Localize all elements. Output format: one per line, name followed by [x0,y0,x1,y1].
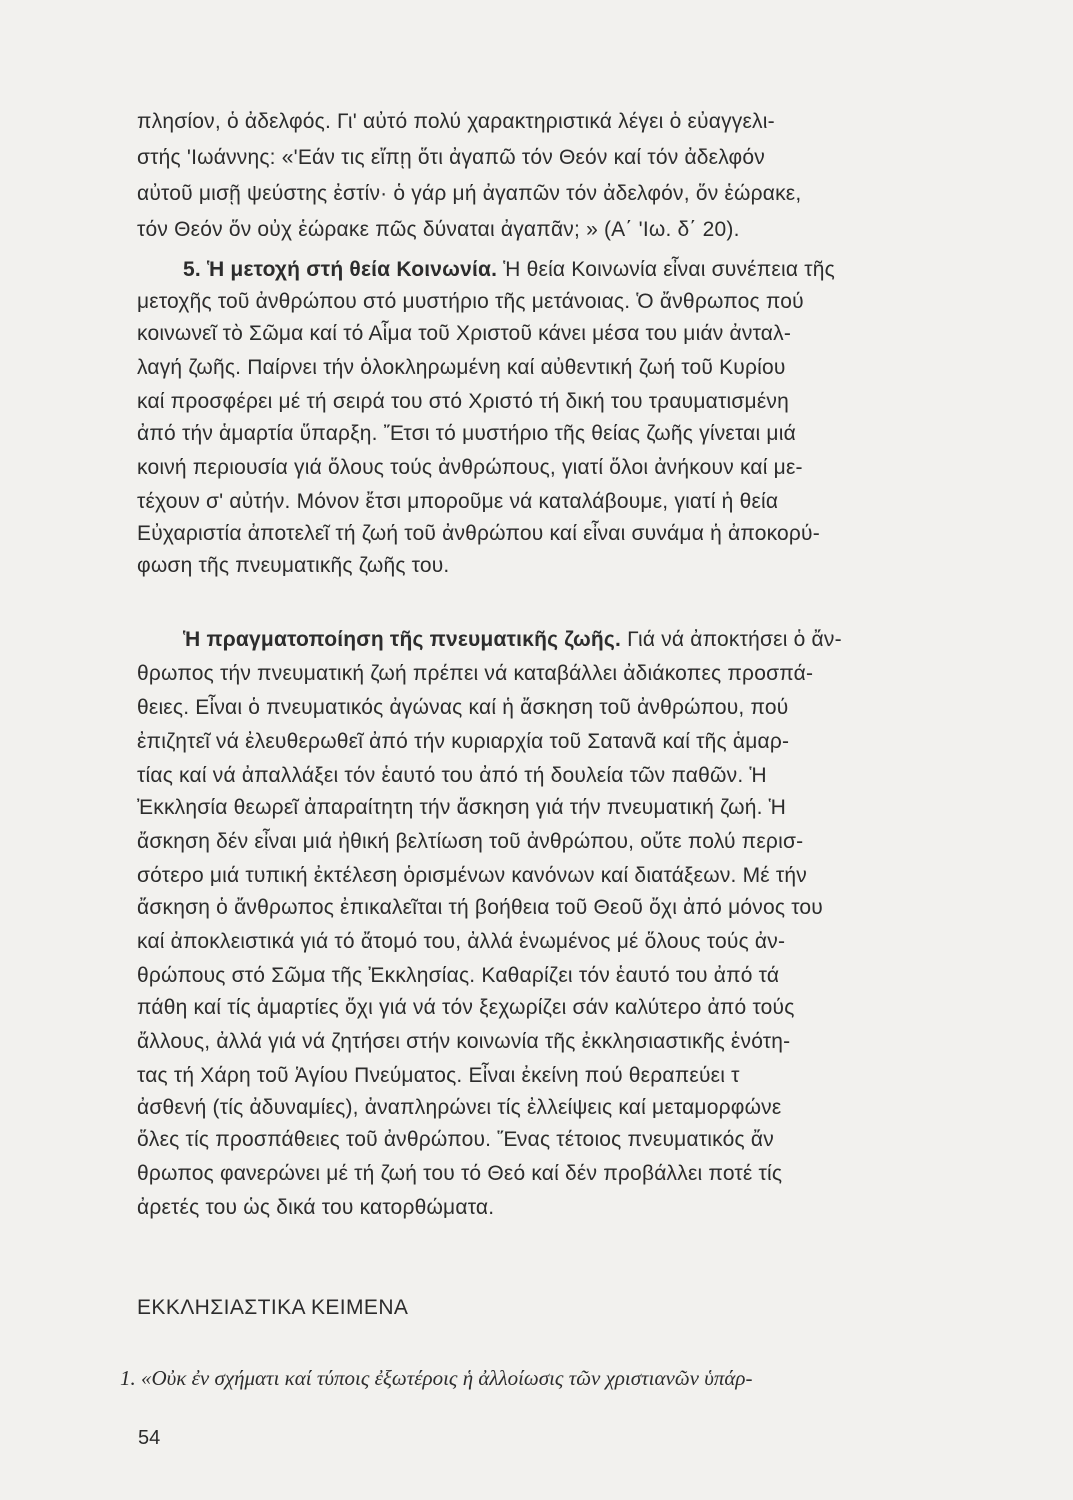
text-line: Ἐκκλησία θεωρεῖ ἀπαραίτητη τήν ἄσκηση γιά τήν πνευματική ζωή. Ἡ [137,796,787,819]
text-line: τας τή Χάρη τοῦ Ἁγίου Πνεύματος. Εἶναι ἐκείνη πού θεραπεύει τ [137,1064,740,1087]
paragraph-text: Γιά νά ἀποκτήσει ὁ ἄν- [621,628,842,651]
text-line: φωση τῆς πνευματικῆς ζωῆς του. [137,554,450,577]
text-line: κοινωνεῖ τὸ Σῶμα καί τό Αἷμα τοῦ Χριστοῦ κάνει μέσα του μιάν ἀνταλ- [137,322,792,345]
page-number: 54 [138,1427,161,1449]
text-line: μετοχῆς τοῦ ἀνθρώπου στό μυστήριο τῆς μετάνοιας. Ὁ ἄνθρωπος πού [137,290,804,313]
paragraph-first-line [183,256,835,284]
text-line: Εὐχαριστία ἀποτελεῖ τή ζωή τοῦ ἀνθρώπου καί εἶναι συνάμα ἡ ἀποκορύ- [137,522,820,545]
text-line: ἀσθενή (τίς ἀδυναμίες), ἀναπληρώνει τίς ἐλλείψεις καί μεταμορφώνε [137,1096,782,1119]
paragraph-text: Ἡ θεία Κοινωνία εἶναι συνέπεια τῆς [497,258,835,281]
text-line: ἄσκηση δέν εἶναι μιά ἠθική βελτίωση τοῦ ἀνθρώπου, οὔτε πολύ περισ- [137,830,804,853]
text-line: λαγή ζωῆς. Παίρνει τήν ὁλοκληρωμένη καί αὐθεντική ζωή τοῦ Κυρίου [137,356,786,379]
text-line: πλησίον, ὁ ἀδελφός. Γι' αὐτό πολύ χαρακτηριστικά λέγει ὁ εὐαγγελι- [137,110,775,133]
text-line: σότερο μιά τυπική ἐκτέλεση ὁρισμένων κανόνων καί διατάξεων. Μέ τήν [137,864,807,887]
paragraph-heading: 5. Ἡ μετοχή στή θεία Κοινωνία. [183,258,498,281]
text-line: ἀρετές του ὡς δικά του κατορθώματα. [137,1196,495,1219]
text-line: τόν Θεόν ὅν οὐχ ἑώρακε πῶς δύναται ἀγαπᾶν; » (Α΄ 'Ιω. δ΄ 20). [137,218,740,241]
text-line: θρωπος τήν πνευματική ζωή πρέπει νά καταβάλλει ἀδιάκοπες προσπά- [137,662,814,685]
text-line: ἄλλους, ἀλλά γιά νά ζητήσει στήν κοινωνία τῆς ἐκκλησιαστικῆς ἑνότη- [137,1030,791,1053]
text-line: θειες. Εἶναι ὁ πνευματικός ἀγώνας καί ἡ ἄσκηση τοῦ ἀνθρώπου, πού [137,696,789,719]
text-line: κοινή περιουσία γιά ὅλους τούς ἀνθρώπους, γιατί ὅλοι ἀνήκουν καί με- [137,456,803,479]
section-title: ΕΚΚΛΗΣΙΑΣΤΙΚΑ ΚΕΙΜΕΝΑ [137,1296,409,1319]
text-line: αὐτοῦ μισῇ ψεύστης ἐστίν· ὁ γάρ μή ἀγαπῶν τόν ἀδελφόν, ὅν ἑώρακε, [137,182,802,205]
text-line: ἀπό τήν ἁμαρτία ὕπαρξη. Ἔτσι τό μυστήριο τῆς θείας ζωῆς γίνεται μιά [137,422,796,445]
text-line: τίας καί νά ἀπαλλάξει τόν ἑαυτό του ἀπό τή δουλεία τῶν παθῶν. Ἡ [137,764,767,787]
text-line: ὅλες τίς προσπάθειες τοῦ ἀνθρώπου. Ἕνας τέτοιος πνευματικός ἄν [137,1128,774,1151]
text-line: ἄσκηση ὁ ἄνθρωπος ἐπικαλεῖται τή βοήθεια τοῦ Θεοῦ ὄχι ἀπό μόνος του [137,896,823,919]
text-line: θρώπους στό Σῶμα τῆς Ἐκκλησίας. Καθαρίζει τόν ἑαυτό του ἀπό τά [137,964,780,987]
text-line: θρωπος φανερώνει μέ τή ζωή του τό Θεό καί δέν προβάλλει ποτέ τίς [137,1162,783,1185]
paragraph-heading: Ἡ πραγματοποίηση τῆς πνευματικῆς ζωῆς. [183,628,622,651]
paragraph-first-line [183,626,842,654]
text-line: καί προσφέρει μέ τή σειρά του στό Χριστό τή δική του τραυματισμένη [137,390,789,413]
text-line: καί ἀποκλειστικά γιά τό ἄτομό του, ἀλλά ἑνωμένος μέ ὅλους τούς ἀν- [137,930,786,953]
text-line: τέχουν σ' αὐτήν. Μόνον ἔτσι μποροῦμε νά καταλάβουμε, γιατί ἡ θεία [137,490,779,513]
text-line: πάθη καί τίς ἁμαρτίες ὄχι γιά νά τόν ξεχωρίζει σάν καλύτερο ἀπό τούς [137,996,795,1019]
text-line: ἐπιζητεῖ νά ἐλευθερωθεῖ ἀπό τήν κυριαρχία τοῦ Σατανᾶ καί τῆς ἁμαρ- [137,730,790,753]
text-line: στής 'Ιωάννης: «'Εάν τις εἴπῃ ὅτι ἀγαπῶ τόν Θεόν καί τόν ἀδελφόν [137,146,765,169]
quoted-text: 1. «Οὐκ ἐν σχήματι καί τύποις ἐξωτέροις ἡ ἀλλοίωσις τῶν χριστιανῶν ὑπάρ- [120,1366,753,1390]
